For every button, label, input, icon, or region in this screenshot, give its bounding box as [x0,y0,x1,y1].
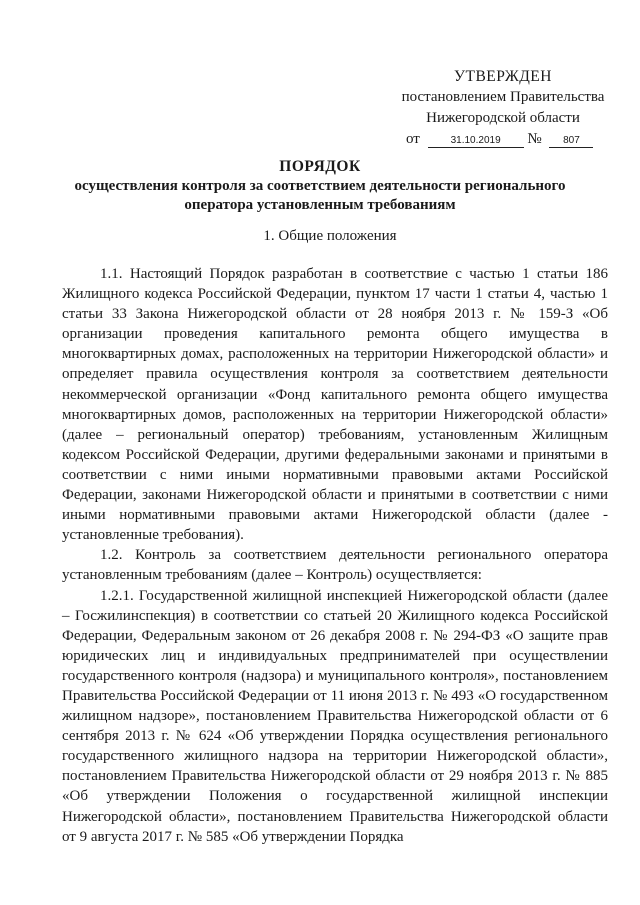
handwritten-number: 807 [549,134,593,148]
document-subtitle-line-2: оператора установленным требованиям [184,197,456,213]
number-prefix: № [527,131,542,147]
paragraph-1-2: 1.2. Контроль за соответствием деятельности регионального оператора установленным требованиям (далее – Контроль) осуществляется: [62,547,608,584]
document-title: ПОРЯДОК [279,158,361,175]
paragraph-1-2-1: 1.2.1. Государственной жилищной инспекцией Нижегородской области (далее – Госжилинспекция) в соответствии со статьей 20 Жилищного кодекса Российской Федерации, Федеральным законом от 26 декабря 2008 г. № 294-ФЗ «О защите прав юридических лиц и индивидуальных предпринимателей при осуществлении государственного контроля (надзора) и муниципального контроля», постановлением Правительства Российской Федерации от 11 июня 2013 г. № 493 «О государственном жилищном надзоре», постановлением Правительства Нижегородской области от 6 сентября 2013 г. № 624 «Об утверждении Порядка осуществления регионального государственного жилищного надзора на территории Нижегородской области», постановлением Правительства Нижегородской области от 29 ноября 2013 г. № 885 «Об утверждении Положения о государственной жилищной инспекции Нижегородской области», постановлением Правительства Нижегородской области от 9 августа 2017 г. № 585 «Об утверждении Порядка [62,587,608,845]
approval-line-2: Нижегородской области [426,110,580,126]
approval-date-line [398,129,608,150]
paragraph-1-1: 1.1. Настоящий Порядок разработан в соответствие с частью 1 статьи 186 Жилищного кодекса Российской Федерации, пунктом 17 части 1 статьи 4, частью 1 статьи 33 Закона Нижегородской области от 28 ноября 2013 г. № 159-З «Об организации проведения капитального ремонта общего имущества в многоквартирных домах, расположенных на территории Нижегородской области» и определяет правила осуществления контроля за соответствием деятельности некоммерческой организации «Фонд капитального ремонта общего имущества многоквартирных домов, расположенных на территории Нижегородской области» (далее – региональный оператор) требованиям, установленным Жилищным кодексом Российской Федерации, другими федеральными законами и принятыми в соответствии с ними иными нормативными правовыми актами Российской Федерации, законами Нижегородской области и принятыми в соответствии с ними иными нормативными правовыми актами Нижегородской области (далее - установленные требования). [62,266,608,544]
document-subtitle-line-1: осуществления контроля за соответствием деятельности регионального [74,178,566,194]
date-prefix: от [406,131,420,147]
section-heading: 1. Общие положения [263,228,397,244]
document-body [62,264,608,847]
approval-block [398,66,608,150]
approval-stamp: УТВЕРЖДЕН [454,68,552,85]
handwritten-date: 31.10.2019 [428,134,524,148]
approval-line-1: постановлением Правительства [401,89,605,105]
